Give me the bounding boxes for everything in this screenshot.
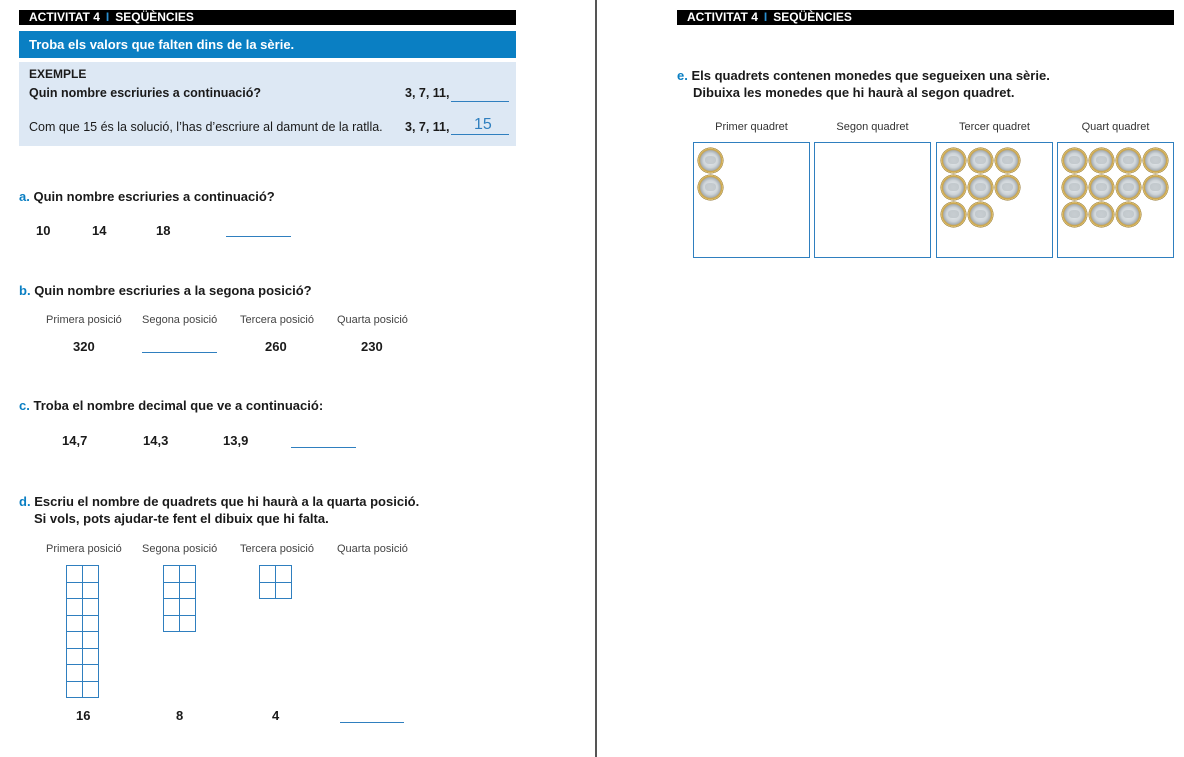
euro-coin-icon bbox=[1062, 202, 1087, 227]
euro-coin-icon bbox=[1143, 148, 1168, 173]
euro-coin-icon bbox=[1116, 202, 1141, 227]
grid-square bbox=[83, 616, 99, 633]
question-e bbox=[677, 68, 1050, 83]
euro-coin-icon bbox=[1143, 175, 1168, 200]
euro-coin-icon bbox=[941, 202, 966, 227]
example-box bbox=[19, 62, 516, 146]
qa-answer-line[interactable] bbox=[226, 236, 291, 237]
qd-position-label-3: Tercera posició bbox=[240, 543, 314, 555]
grid-square bbox=[180, 599, 196, 616]
activity-label-right: ACTIVITAT 4 bbox=[687, 10, 758, 24]
euro-coin-icon bbox=[968, 202, 993, 227]
grid-square bbox=[67, 566, 83, 583]
instruction-banner: Troba els valors que falten dins de la sèrie. bbox=[19, 31, 516, 58]
box-label-4: Quart quadret bbox=[1081, 121, 1150, 133]
activity-topic-right: SEQÜÈNCIES bbox=[773, 10, 852, 24]
qd-value-3: 4 bbox=[272, 708, 280, 723]
example-answer: 15 bbox=[474, 116, 492, 133]
activity-header bbox=[19, 10, 516, 25]
square-tower-8 bbox=[163, 565, 196, 632]
qd-position-label-4: Quarta posició bbox=[337, 543, 408, 555]
example-title: EXEMPLE bbox=[29, 67, 87, 81]
qd-value-1: 16 bbox=[76, 708, 91, 723]
qc-value-2: 14,3 bbox=[143, 433, 169, 448]
grid-square bbox=[180, 566, 196, 583]
grid-square bbox=[164, 583, 180, 600]
qd-position-label-1: Primera posició bbox=[46, 543, 122, 555]
euro-coin-icon bbox=[698, 175, 723, 200]
euro-coin-icon bbox=[1089, 202, 1114, 227]
question-a-letter: a. bbox=[19, 189, 30, 204]
grid-square bbox=[276, 583, 292, 600]
grid-square bbox=[164, 566, 180, 583]
grid-square bbox=[67, 682, 83, 699]
euro-coin-icon bbox=[968, 148, 993, 173]
euro-coin-icon bbox=[1089, 175, 1114, 200]
example-sequence: 3, 7, 11, bbox=[405, 86, 450, 100]
question-c-letter: c. bbox=[19, 398, 30, 413]
question-d-line1: Escriu el nombre de quadrets que hi haurà a la quarta posició. bbox=[34, 494, 420, 509]
question-b-letter: b. bbox=[19, 283, 31, 298]
qd-answer-line[interactable] bbox=[340, 722, 404, 723]
qb-answer-line[interactable] bbox=[142, 352, 217, 353]
grid-square bbox=[180, 616, 196, 633]
euro-coin-icon bbox=[1089, 148, 1114, 173]
square-tower-16 bbox=[66, 565, 99, 698]
question-a-text: Quin nombre escriuries a continuació? bbox=[33, 189, 275, 204]
question-b-text: Quin nombre escriuries a la segona posició? bbox=[34, 283, 312, 298]
grid-square bbox=[67, 665, 83, 682]
qb-position-label-3: Tercera posició bbox=[240, 314, 314, 326]
qa-value-3: 18 bbox=[156, 223, 171, 238]
grid-square bbox=[67, 649, 83, 666]
qb-value-3: 260 bbox=[265, 339, 287, 354]
question-e-line2: Dibuixa les monedes que hi haurà al segon quadret. bbox=[693, 85, 1015, 100]
activity-topic: SEQÜÈNCIES bbox=[115, 10, 194, 24]
grid-square bbox=[83, 599, 99, 616]
activity-header-right bbox=[677, 10, 1174, 25]
grid-square bbox=[83, 566, 99, 583]
grid-square bbox=[276, 566, 292, 583]
question-c-text: Troba el nombre decimal que ve a continuació: bbox=[33, 398, 324, 413]
coin-box-4 bbox=[1057, 142, 1174, 258]
euro-coin-icon bbox=[1116, 175, 1141, 200]
grid-square bbox=[83, 649, 99, 666]
grid-square bbox=[67, 599, 83, 616]
coin-box-3 bbox=[936, 142, 1053, 258]
right-page bbox=[597, 0, 1184, 757]
question-e-line1: Els quadrets contenen monedes que segueixen una sèrie. bbox=[691, 68, 1050, 83]
grid-square bbox=[260, 583, 276, 600]
grid-square bbox=[260, 566, 276, 583]
grid-square bbox=[83, 583, 99, 600]
grid-square bbox=[83, 632, 99, 649]
question-a bbox=[19, 189, 275, 204]
grid-square bbox=[83, 682, 99, 699]
qa-value-2: 14 bbox=[92, 223, 107, 238]
grid-square bbox=[67, 616, 83, 633]
activity-label: ACTIVITAT 4 bbox=[29, 10, 100, 24]
grid-square bbox=[67, 632, 83, 649]
example-question: Quin nombre escriuries a continuació? bbox=[29, 86, 261, 100]
grid-square bbox=[164, 616, 180, 633]
question-d-line2: Si vols, pots ajudar-te fent el dibuix que hi falta. bbox=[34, 511, 329, 526]
square-tower-4 bbox=[259, 565, 292, 599]
qa-value-1: 10 bbox=[36, 223, 51, 238]
euro-coin-icon bbox=[1116, 148, 1141, 173]
header-separator: I bbox=[105, 10, 110, 24]
qc-value-1: 14,7 bbox=[62, 433, 88, 448]
example-note: Com que 15 és la solució, l’has d’escriure al damunt de la ratlla. bbox=[29, 120, 383, 134]
euro-coin-icon bbox=[995, 175, 1020, 200]
grid-square bbox=[67, 583, 83, 600]
example-sequence-2: 3, 7, 11, bbox=[405, 120, 450, 134]
qb-position-label-2: Segona posició bbox=[142, 314, 218, 326]
coin-box-1 bbox=[693, 142, 810, 258]
grid-square bbox=[164, 599, 180, 616]
question-d bbox=[19, 494, 419, 509]
box-label-2: Segon quadret bbox=[836, 121, 909, 133]
box-label-3: Tercer quadret bbox=[959, 121, 1030, 133]
euro-coin-icon bbox=[698, 148, 723, 173]
qc-answer-line[interactable] bbox=[291, 447, 356, 448]
qb-value-4: 230 bbox=[361, 339, 383, 354]
header-separator-right: I bbox=[763, 10, 768, 24]
question-c bbox=[19, 398, 323, 413]
example-answer-line bbox=[451, 134, 509, 135]
euro-coin-icon bbox=[941, 175, 966, 200]
euro-coin-icon bbox=[1062, 148, 1087, 173]
qc-value-3: 13,9 bbox=[223, 433, 249, 448]
euro-coin-icon bbox=[968, 175, 993, 200]
grid-square bbox=[180, 583, 196, 600]
box-label-1: Primer quadret bbox=[715, 121, 788, 133]
qb-position-label-4: Quarta posició bbox=[337, 314, 408, 326]
question-e-letter: e. bbox=[677, 68, 688, 83]
example-blank-line bbox=[451, 101, 509, 102]
grid-square bbox=[83, 665, 99, 682]
euro-coin-icon bbox=[1062, 175, 1087, 200]
euro-coin-icon bbox=[995, 148, 1020, 173]
qd-position-label-2: Segona posició bbox=[142, 543, 218, 555]
question-b bbox=[19, 283, 312, 298]
coin-box-2[interactable] bbox=[814, 142, 931, 258]
qb-value-1: 320 bbox=[73, 339, 95, 354]
qd-value-2: 8 bbox=[176, 708, 184, 723]
question-d-letter: d. bbox=[19, 494, 31, 509]
qb-position-label-1: Primera posició bbox=[46, 314, 122, 326]
euro-coin-icon bbox=[941, 148, 966, 173]
